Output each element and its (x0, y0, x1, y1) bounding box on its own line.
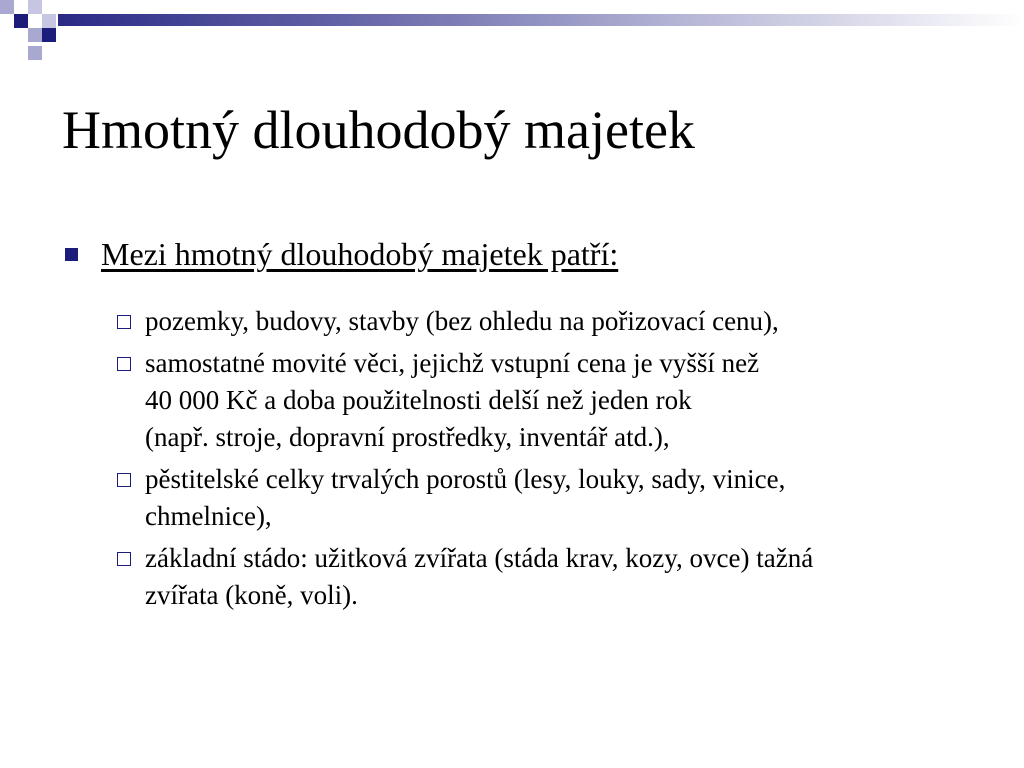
list-item-line: samostatné movité věci, jejichž vstupní cena je vyšší než (145, 348, 760, 378)
level1-heading: Mezi hmotný dlouhodobý majetek patří: (101, 236, 619, 272)
list-item-line: chmelnice), (145, 501, 272, 531)
decor-square (42, 14, 56, 28)
list-item-line: základní stádo: užitková zvířata (stáda krav, kozy, ovce) tažná (145, 543, 814, 573)
hollow-square-bullet-icon (117, 552, 131, 566)
list-item (112, 461, 1002, 535)
list-item (112, 540, 1002, 614)
decor-square (28, 0, 42, 14)
decor-square (28, 28, 42, 42)
list-item-line: pěstitelské celky trvalých porostů (lesy, louky, sady, vinice, (145, 464, 786, 494)
list-item (112, 303, 1002, 340)
hollow-square-bullet-icon (117, 357, 131, 371)
list-item-line: (např. stroje, dopravní prostředky, inventář atd.), (145, 422, 670, 452)
slide-title: Hmotný dlouhodobý majetek (62, 100, 695, 160)
list-item-line: pozemky, budovy, stavby (bez ohledu na pořizovací cenu), (145, 306, 779, 336)
hollow-square-bullet-icon (117, 473, 131, 487)
square-bullet-icon (65, 248, 78, 261)
hollow-square-bullet-icon (117, 315, 131, 329)
decor-square (28, 46, 42, 60)
decor-square (42, 28, 56, 42)
decor-square (0, 0, 14, 14)
list-item-line: zvířata (koně, voli). (145, 580, 358, 610)
list-item-line: 40 000 Kč a doba použitelnosti delší než jeden rok (145, 385, 692, 415)
header-gradient-bar (58, 14, 1024, 26)
sub-bullet-list (112, 303, 1002, 619)
decor-square (14, 14, 28, 28)
list-item (112, 345, 1002, 456)
